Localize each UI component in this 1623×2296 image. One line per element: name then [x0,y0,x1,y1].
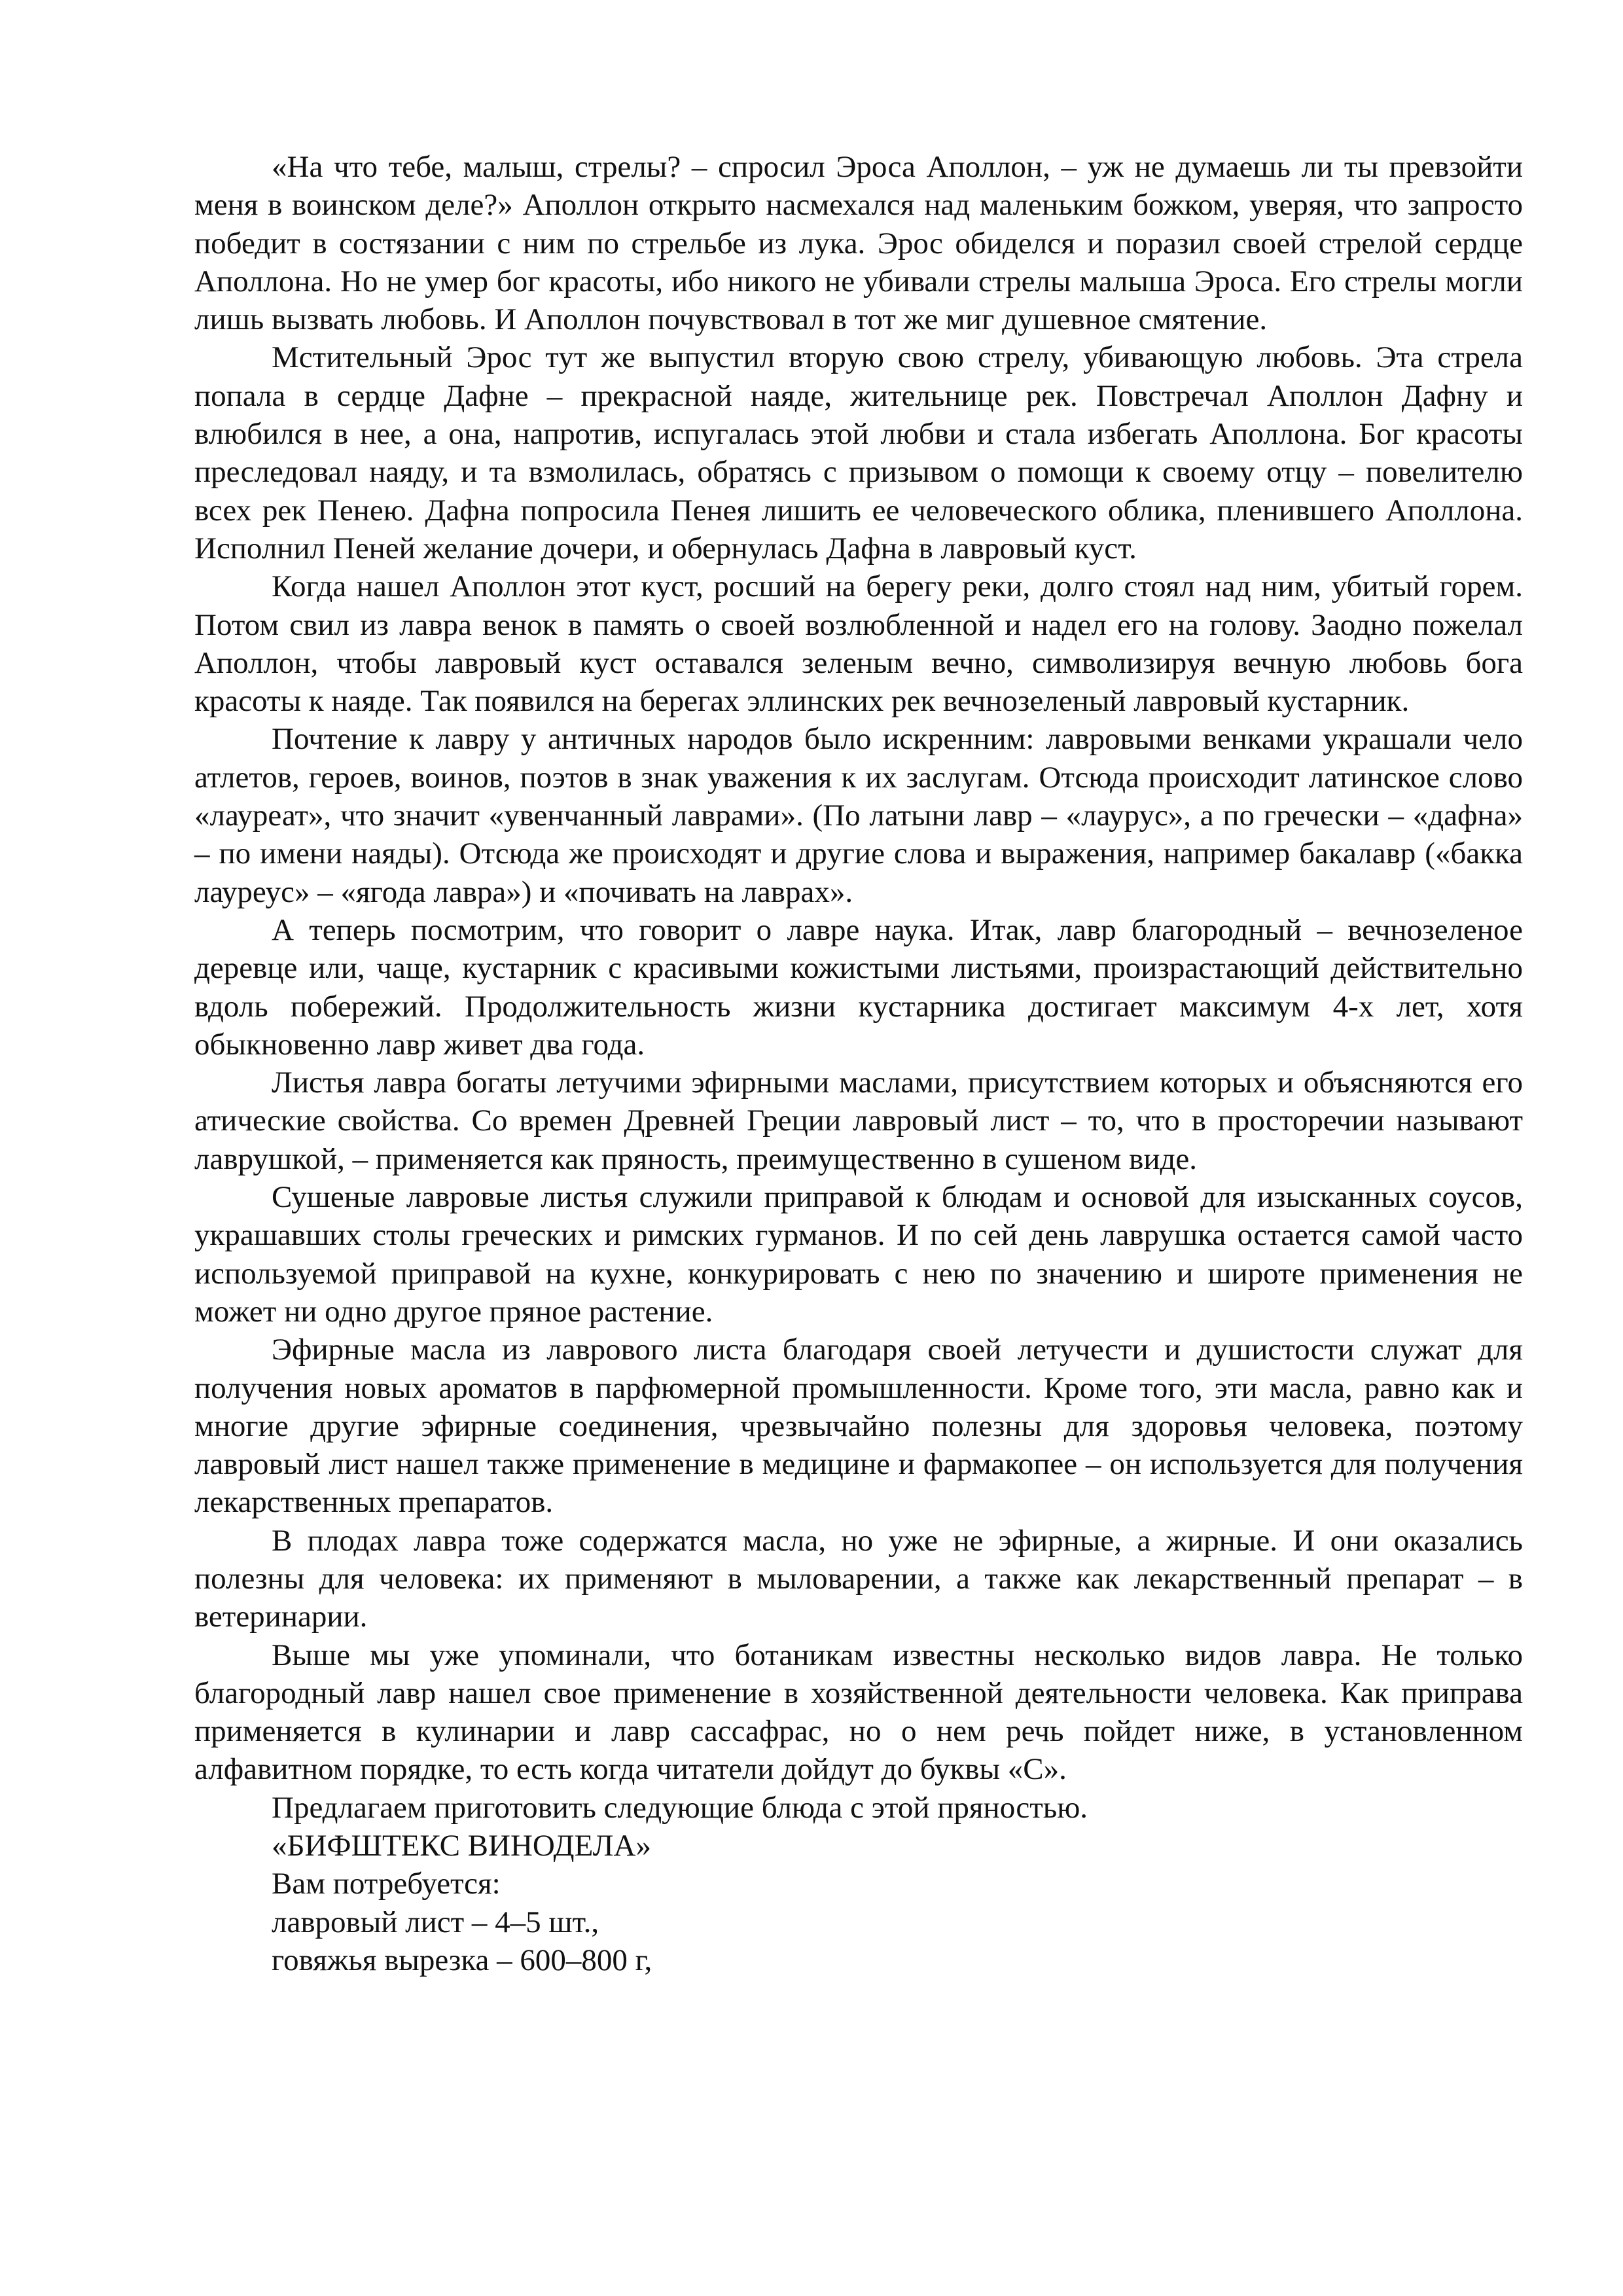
paragraph: А теперь посмотрим, что говорит о лавре наука. Итак, лавр благородный – вечнозеленое деревце или, чаще, кустарник с красивыми кожистыми листьями, произрастающий действительно вдоль побережий. Продолжительность жизни кустарника достигает максимум 4-х лет, хотя обыкновенно лавр живет два года. [194,912,1523,1062]
paragraph: Листья лавра богаты летучими эфирными маслами, присутствием которых и объясняются его атические свойства. Со времен Древней Греции лавровый лист – то, что в просторечии называют лаврушкой, – применяется как пряность, преимущественно в сушеном виде. [194,1066,1523,1176]
recipe-title: «БИФШТЕКС ВИНОДЕЛА» [272,1829,651,1863]
paragraph: «На что тебе, малыш, стрелы? – спросил Эроса Аполлон, – уж не думаешь ли ты превзойти меня в воинском деле?» Аполлон открыто насмехался над маленьким божком, уверяя, что запросто победит в состязании с ним по стрельбе из лука. Эрос обиделся и поразил своей стрелой сердце Аполлона. Но не умер бог красоты, ибо никого не убивали стрелы малыша Эроса. Его стрелы могли лишь вызвать любовь. И Аполлон почувствовал в тот же миг душевное смятение. [194,150,1523,337]
ingredient-item: говяжья вырезка – 600–800 г, [272,1943,652,1977]
paragraph: Эфирные масла из лаврового листа благодаря своей летучести и душистости служат для получения новых ароматов в парфюмерной промышленности. Кроме того, эти масла, равно как и многие другие эфирные соединения, чрезвычайно полезны для здоровья человека, поэтому лавровый лист нашел также применение в медицине и фармакопее – он используется для получения лекарственных препаратов. [194,1333,1523,1520]
paragraph: Почтение к лавру у античных народов было искренним: лавровыми венками украшали чело атлетов, героев, воинов, поэтов в знак уважения к их заслугам. Отсюда происходит латинское слово «лауреат», что значит «увенчанный лаврами». (По латыни лавр – «лаурус», а по гречески – «дафна» – по имени наяды). Отсюда же происходят и другие слова и выражения, например бакалавр («бакка лауреус» – «ягода лавра») и «почивать на лаврах». [194,722,1523,909]
paragraph: Выше мы уже упоминали, что ботаникам известны несколько видов лавра. Не только благородный лавр нашел свое применение в хозяйственной деятельности человека. Как приправа применяется в кулинарии и лавр сассафрас, но о нем речь пойдет ниже, в установленном алфавитном порядке, то есть когда читатели дойдут до буквы «С». [194,1638,1523,1787]
ingredients-intro: Вам потребуется: [272,1867,501,1901]
paragraph: Мстительный Эрос тут же выпустил вторую свою стрелу, убивающую любовь. Эта стрела попала в сердце Дафне – прекрасной наяде, жительнице рек. Повстречал Аполлон Дафну и влюбился в нее, а она, напротив, испугалась этой любви и стала избегать Аполлона. Бог красоты преследовал наяду, и та взмолилась, обратясь с призывом о помощи к своему отцу – повелителю всех рек Пенею. Дафна попросила Пенея лишить ее человеческого облика, пленившего Аполлона. Исполнил Пеней желание дочери, и обернулась Дафна в лавровый куст. [194,340,1523,565]
ingredient-item: лавровый лист – 4–5 шт., [272,1905,599,1939]
paragraph: Когда нашел Аполлон этот куст, росший на берегу реки, долго стоял над ним, убитый горем. Потом свил из лавра венок в память о своей возлюбленной и надел его на голову. Заодно пожелал Аполлон, чтобы лавровый куст оставался зеленым вечно, символизируя вечную любовь бога красоты к наяде. Так появился на берегах эллинских рек вечнозеленый лавровый кустарник. [194,569,1523,719]
paragraph: Сушеные лавровые листья служили приправой к блюдам и основой для изысканных соусов, украшавших столы греческих и римских гурманов. И по сей день лаврушка остается самой часто используемой приправой на кухне, конкурировать с нею по значению и широте применения не может ни одно другое пряное растение. [194,1180,1523,1329]
paragraph: В плодах лавра тоже содержатся масла, но уже не эфирные, а жирные. И они оказались полезны для человека: их применяют в мыловарении, а также как лекарственный препарат – в ветеринарии. [194,1523,1523,1634]
paragraph: Предлагаем приготовить следующие блюда с этой пряностью. [272,1790,1088,1825]
document-body [194,148,1523,1979]
